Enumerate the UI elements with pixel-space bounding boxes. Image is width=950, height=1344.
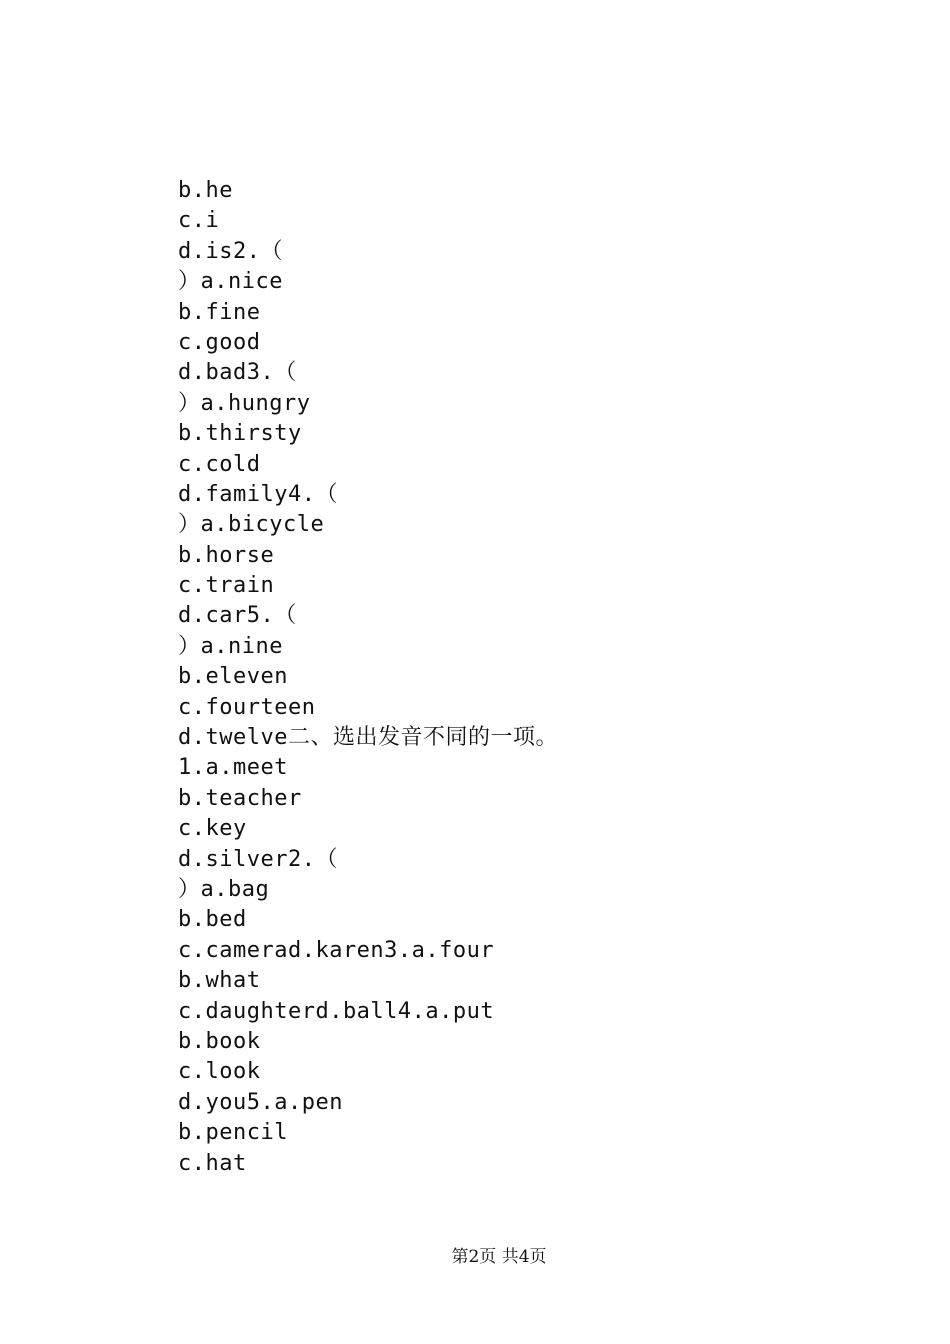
text-line: d.silver2.（ <box>178 846 338 872</box>
text-line: ）a.bag <box>178 876 270 902</box>
text-line: c.cold <box>178 451 261 477</box>
text-line: b.teacher <box>178 785 302 811</box>
text-line: c.good <box>178 329 261 355</box>
text-line: c.fourteen <box>178 694 316 720</box>
text-line: c.hat <box>178 1150 247 1176</box>
text-line: c.i <box>178 208 220 234</box>
text-line: c.look <box>178 1059 261 1085</box>
text-line: d.bad3.（ <box>178 360 297 386</box>
text-line: ）a.nice <box>178 269 283 295</box>
text-line: b.fine <box>178 299 261 325</box>
text-line: b.thirsty <box>178 421 302 447</box>
text-line: b.he <box>178 178 233 203</box>
text-line: c.daughterd.ball4.a.put <box>178 998 495 1024</box>
text-line: ）a.hungry <box>178 390 311 416</box>
text-line: b.what <box>178 968 261 994</box>
text-line: b.bed <box>178 907 247 933</box>
text-line: c.train <box>178 573 275 599</box>
text-line: b.pencil <box>178 1120 288 1146</box>
text-line: b.book <box>178 1028 261 1054</box>
text-line: b.eleven <box>178 664 288 690</box>
page-number-footer: 第2页 共4页 <box>451 1247 547 1267</box>
section-heading-line: d.twelve二、选出发音不同的一项。 <box>178 725 558 751</box>
text-line: d.car5.（ <box>178 603 297 629</box>
text-line: b.horse <box>178 542 275 568</box>
text-line: c.key <box>178 816 247 842</box>
document-body <box>178 176 778 1179</box>
text-line: d.is2.（ <box>178 238 283 264</box>
text-line: d.family4.（ <box>178 481 338 507</box>
text-line: 1.a.meet <box>178 755 288 781</box>
text-line: ）a.bicycle <box>178 512 325 538</box>
text-line: c.camerad.karen3.a.four <box>178 937 495 963</box>
text-line: ）a.nine <box>178 633 283 659</box>
text-line: d.you5.a.pen <box>178 1089 343 1115</box>
